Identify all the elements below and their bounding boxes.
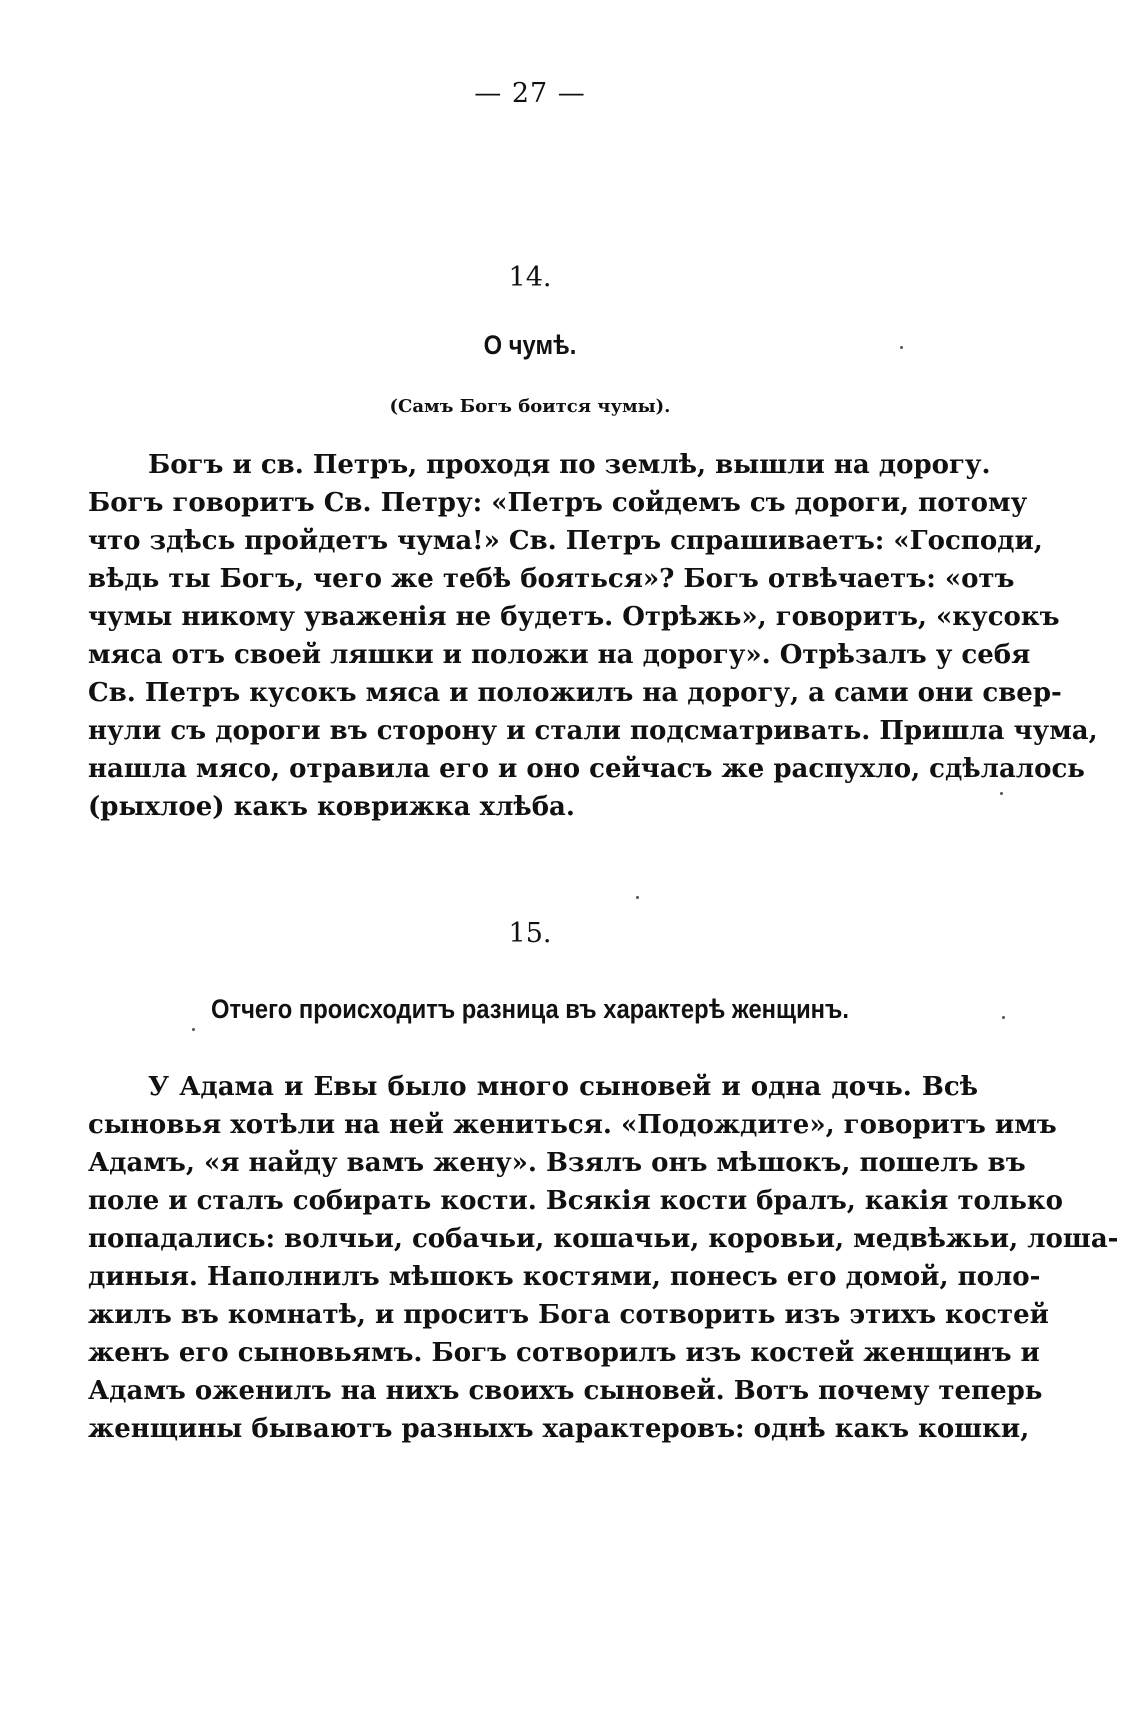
scan-speck <box>900 346 903 349</box>
scan-speck <box>192 1028 195 1031</box>
page-number: — 27 — <box>474 78 586 109</box>
text-line: поле и сталъ собирать кости. Всякія кости бралъ, какія только <box>88 1186 1063 1216</box>
text-line: Богъ и св. Петръ, проходя по землѣ, вышли на дорогу. <box>148 450 991 480</box>
section-14-subtitle: (Самъ Богъ боится чумы). <box>389 396 671 417</box>
text-line: попадались: волчьи, собачьи, кошачьи, коровьи, медвѣжьи, лоша- <box>88 1224 1119 1254</box>
section-14-title: О чумѣ. <box>483 330 577 360</box>
section-15-text <box>88 1068 1119 1448</box>
text-line: женъ его сыновьямъ. Богъ сотворилъ изъ костей женщинъ и <box>88 1338 1040 1368</box>
text-line: диныя. Наполнилъ мѣшокъ костями, понесъ его домой, поло- <box>88 1262 1041 1292</box>
text-line: (рыхлое) какъ коврижка хлѣба. <box>88 792 575 822</box>
text-line: Адамъ, «я найду вамъ жену». Взялъ онъ мѣшокъ, пошелъ въ <box>88 1148 1026 1178</box>
scan-speck <box>1000 792 1003 795</box>
text-line: жилъ въ комнатѣ, и проситъ Бога сотворить изъ этихъ костей <box>88 1300 1049 1330</box>
section-14-text <box>88 446 1098 826</box>
text-line: У Адама и Евы было много сыновей и одна дочь. Всѣ <box>148 1072 978 1102</box>
text-line: Св. Петръ кусокъ мяса и положилъ на дорогу, а сами они свер- <box>88 678 1062 708</box>
text-line: нашла мясо, отравила его и оно сейчасъ же распухло, сдѣлалось <box>88 754 1085 784</box>
text-line: Адамъ оженилъ на нихъ своихъ сыновей. Вотъ почему теперь <box>88 1376 1043 1406</box>
text-line: Богъ говоритъ Св. Петру: «Петръ сойдемъ съ дороги, потому <box>88 488 1028 518</box>
scan-speck <box>636 896 639 899</box>
text-line: нули съ дороги въ сторону и стали подсматривать. Пришла чума, <box>88 716 1098 746</box>
text-line: мяса отъ своей ляшки и положи на дорогу». Отрѣзалъ у себя <box>88 640 1031 670</box>
scan-speck <box>1002 1016 1005 1019</box>
section-15-title: Отчего происходитъ разница въ характерѣ женщинъ. <box>211 994 849 1024</box>
text-line: что здѣсь пройдетъ чума!» Св. Петръ спрашиваетъ: «Господи, <box>88 526 1043 556</box>
text-line: чумы никому уваженія не будетъ. Отрѣжь», говоритъ, «кусокъ <box>88 602 1060 632</box>
text-line: вѣдь ты Богъ, чего же тебѣ бояться»? Богъ отвѣчаетъ: «отъ <box>88 564 1015 594</box>
text-line: женщины бываютъ разныхъ характеровъ: однѣ какъ кошки, <box>88 1414 1030 1444</box>
text-line: сыновья хотѣли на ней жениться. «Подождите», говоритъ имъ <box>88 1110 1057 1140</box>
section-15-number: 15. <box>508 918 552 949</box>
section-14-number: 14. <box>508 262 552 293</box>
